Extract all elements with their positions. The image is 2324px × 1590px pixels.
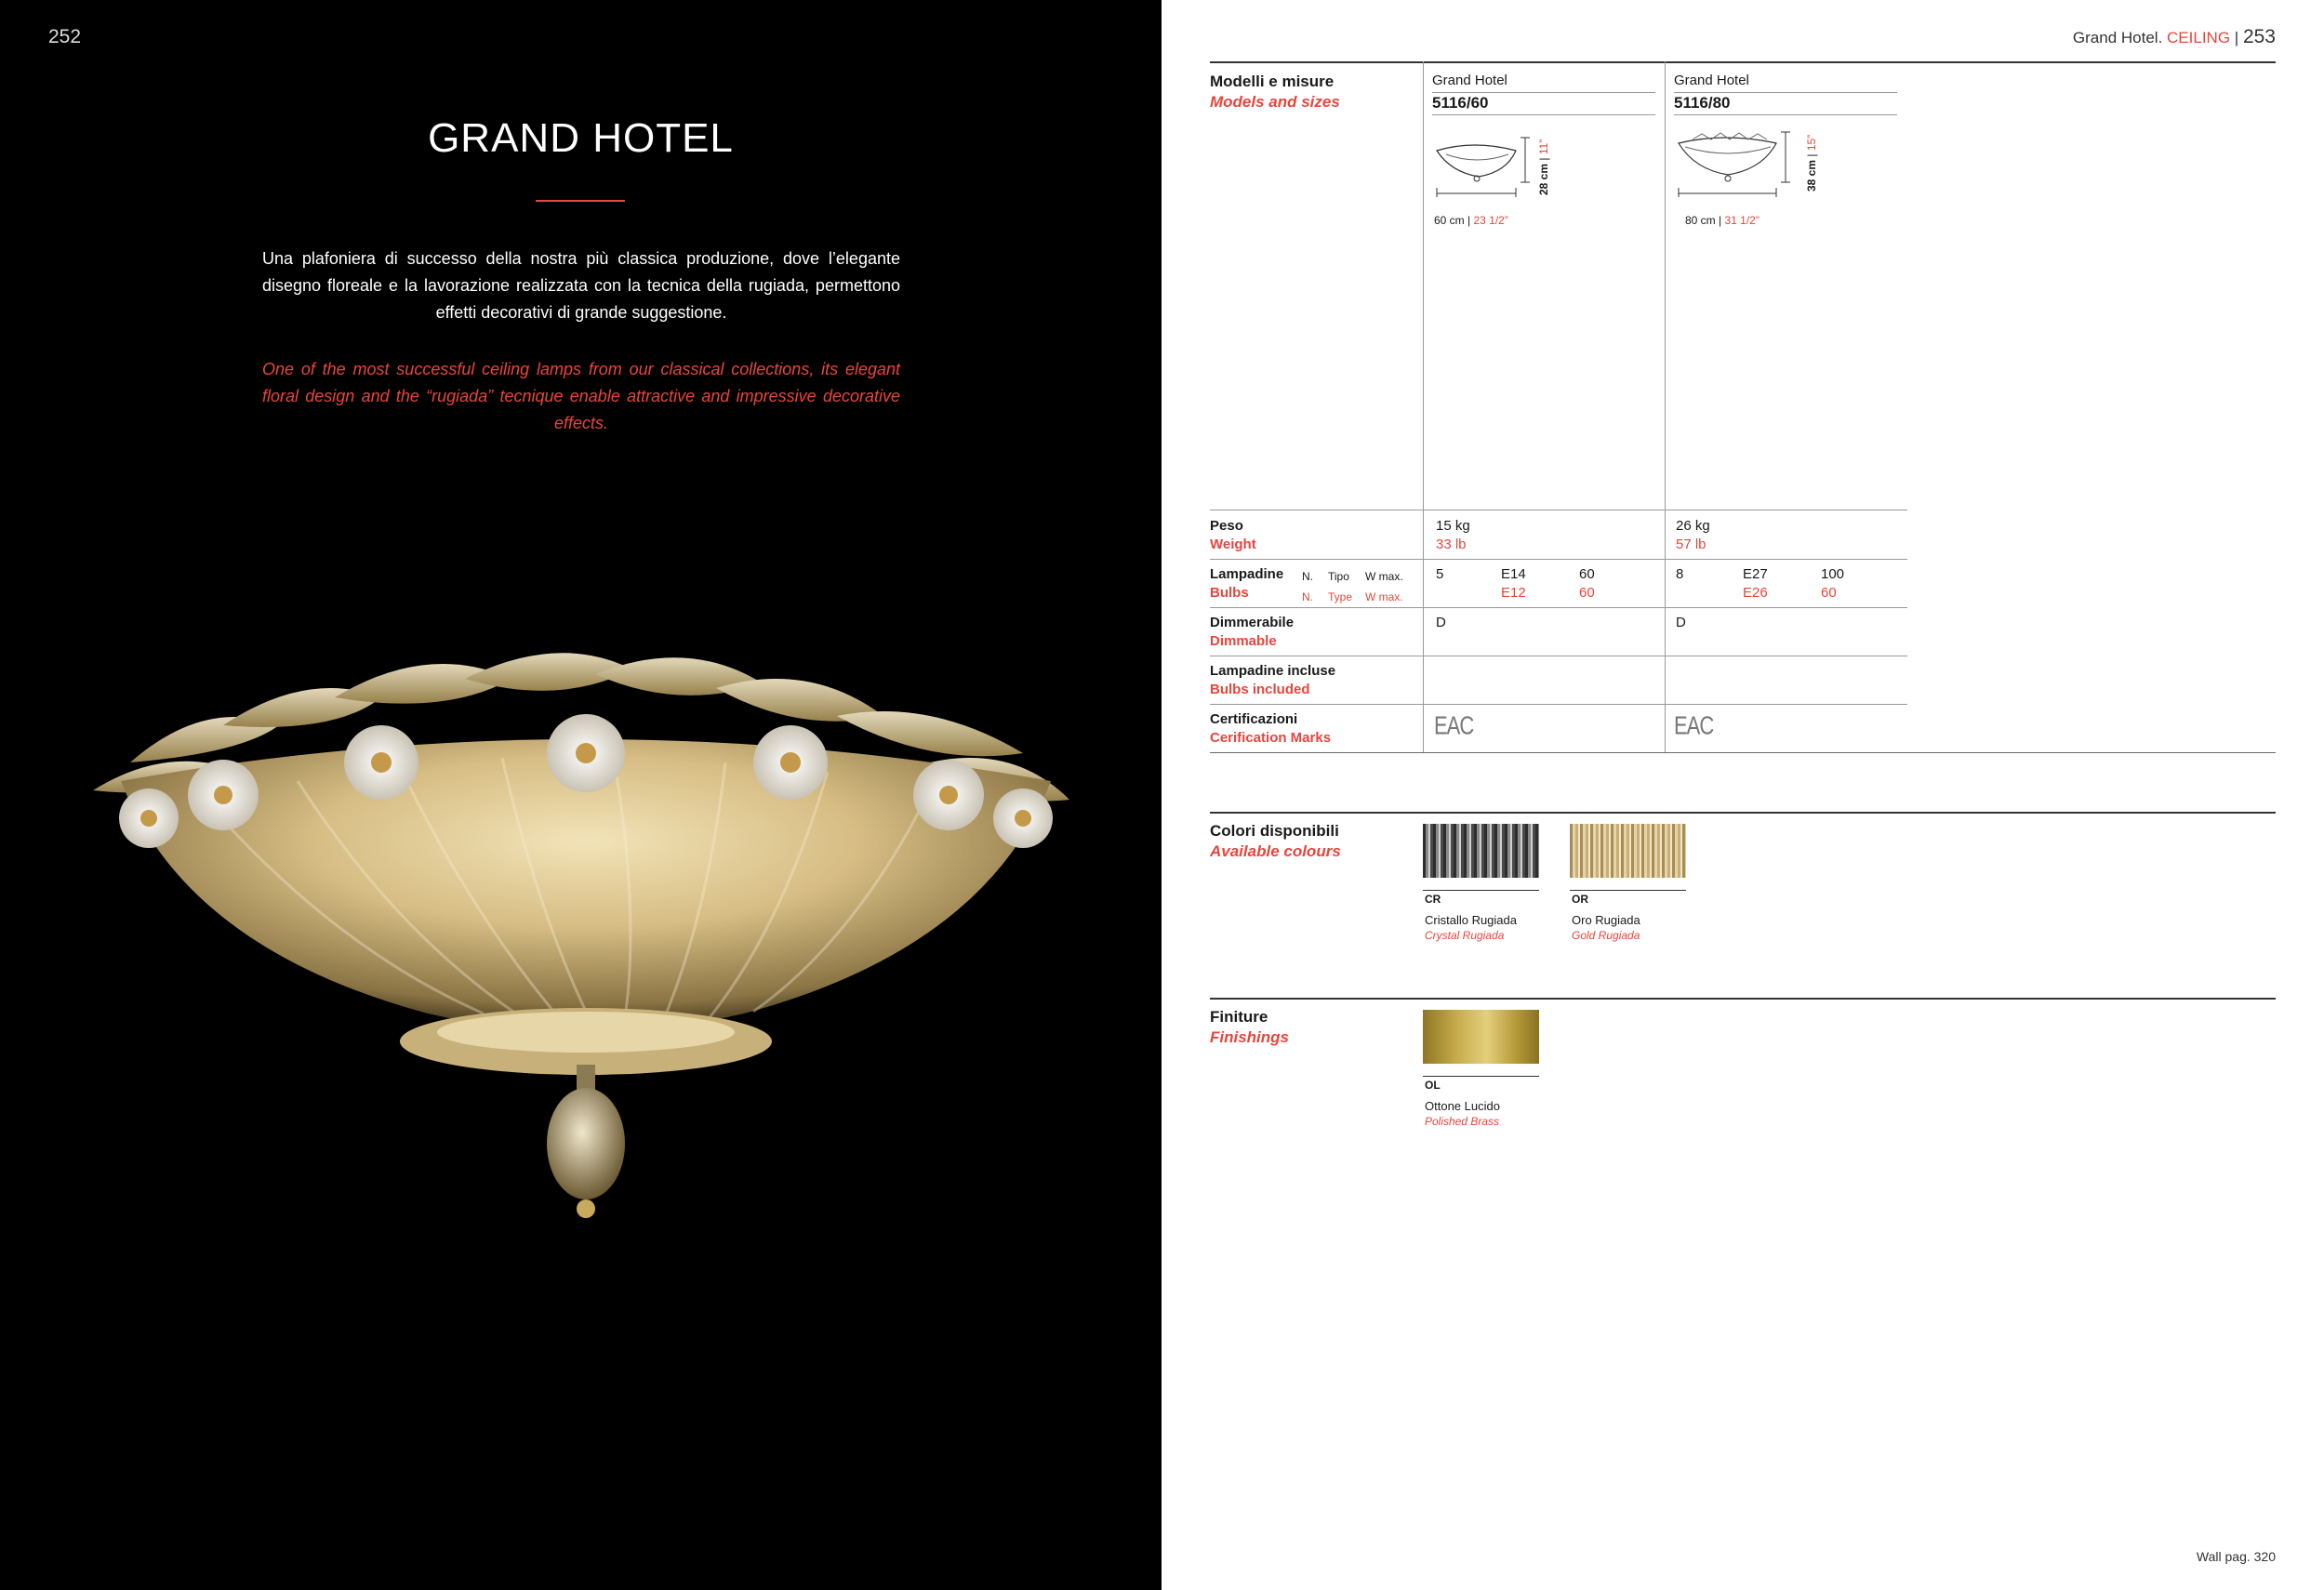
swatch-oro-rugiada[interactable] (1570, 824, 1686, 878)
header-separator: | (2234, 29, 2239, 46)
header-collection: Grand Hotel. (2072, 29, 2163, 46)
swatch-ottone-lucido[interactable] (1423, 1010, 1539, 1064)
lamp-drop (547, 1088, 625, 1199)
header-category: CEILING (2167, 29, 2231, 46)
model-2-drawing (1674, 130, 1804, 223)
model-1-bulbs-w: 60 60 (1579, 566, 1595, 601)
description-italian: Una plafoniera di successo della nostra più classica produzione, dove l’elegante disegno floreale e la lavorazione realizzata con la tecnica della rugiada, permettono effetti decorativi di grande suggestione. (262, 249, 900, 322)
model-1-eac-mark: EAC (1434, 710, 1474, 740)
colours-rule (1210, 812, 2276, 814)
model-2-dimmable: D (1676, 615, 1686, 630)
model-1-code: 5116/60 (1432, 94, 1489, 112)
left-page-number: 252 (48, 26, 82, 47)
right-page-number: 253 (2242, 26, 2276, 47)
column-divider-1 (1423, 61, 1424, 753)
bulbs-label: Lampadine Bulbs (1210, 566, 1284, 601)
colour-code-cr: CR (1425, 893, 1441, 906)
swatch-ol-rule (1423, 1076, 1539, 1077)
finishings-rule (1210, 998, 2276, 1000)
row-rule-cert (1210, 704, 1907, 705)
models-label: Modelli e misure Models and sizes (1210, 73, 1340, 111)
model-2-code-rule (1674, 114, 1897, 115)
model-1-width: 60 cm | 23 1/2” (1434, 214, 1508, 227)
model-2-bulbs-type: E27 E26 (1743, 566, 1768, 601)
spec-bottom-rule (1210, 752, 2276, 753)
colour-name-or: Oro Rugiada Gold Rugiada (1572, 913, 1640, 942)
bulbs-w-label: W max. W max. (1365, 570, 1403, 603)
model-1-bulbs-type: E14 E12 (1501, 566, 1526, 601)
model-2-height: 38 cm | 15” (1805, 134, 1818, 192)
description-english: One of the most successful ceiling lamps from our classical collections, its elegant floral design and the “rugiada” tecnique enable attractive and impressive decorative effects. (262, 360, 900, 432)
swatch-cristallo-rugiada[interactable] (1423, 824, 1539, 878)
model-1-weight: 15 kg 33 lb (1436, 518, 1470, 552)
colours-label: Colori disponibili Available colours (1210, 822, 1341, 860)
weight-label: Peso Weight (1210, 518, 1256, 552)
column-divider-2 (1665, 61, 1666, 753)
model-1-code-rule (1432, 114, 1655, 115)
bulbs-n-label: N. N. (1302, 570, 1313, 603)
model-2-name-rule (1674, 92, 1897, 93)
colour-name-cr: Cristallo Rugiada Crystal Rugiada (1425, 913, 1517, 942)
model-2-bulbs-w: 100 60 (1821, 566, 1845, 601)
model-1-name: Grand Hotel (1432, 73, 1507, 88)
model-2-width: 80 cm | 31 1/2” (1685, 214, 1760, 227)
finishings-label: Finiture Finishings (1210, 1008, 1289, 1046)
model-1-bulbs-n: 5 (1436, 566, 1444, 582)
wall-page-reference[interactable]: Wall pag. 320 (2196, 1549, 2276, 1564)
model-2-name: Grand Hotel (1674, 73, 1749, 88)
row-rule-bulbs (1210, 559, 1907, 560)
model-1-name-rule (1432, 92, 1655, 93)
page-header (2073, 26, 2276, 48)
swatch-cr-rule (1423, 890, 1539, 891)
dimmable-label: Dimmerabile Dimmable (1210, 615, 1295, 649)
row-rule-dimmable (1210, 607, 1907, 608)
finishing-name-ol: Ottone Lucido Polished Brass (1425, 1099, 1500, 1128)
bulbs-type-label: Tipo Type (1328, 570, 1353, 603)
lamp-photo (93, 642, 1079, 1255)
colour-code-or: OR (1572, 893, 1588, 906)
page-title: GRAND HOTEL (428, 115, 734, 161)
model-2-code: 5116/80 (1674, 94, 1731, 112)
model-1-height: 28 cm | 11” (1537, 139, 1550, 195)
title-underline (536, 200, 625, 202)
model-2-bulbs-n: 8 (1676, 566, 1684, 582)
model-1-dimmable: D (1436, 615, 1446, 630)
bulbs-included-label: Lampadine incluse Bulbs included (1210, 663, 1336, 697)
certification-label: Certificazioni Cerification Marks (1210, 711, 1332, 746)
model-2-eac-mark: EAC (1674, 710, 1714, 740)
swatch-or-rule (1570, 890, 1686, 891)
top-rule (1210, 61, 2276, 63)
model-2-weight: 26 kg 57 lb (1676, 518, 1710, 552)
finishing-code-ol: OL (1425, 1079, 1441, 1092)
